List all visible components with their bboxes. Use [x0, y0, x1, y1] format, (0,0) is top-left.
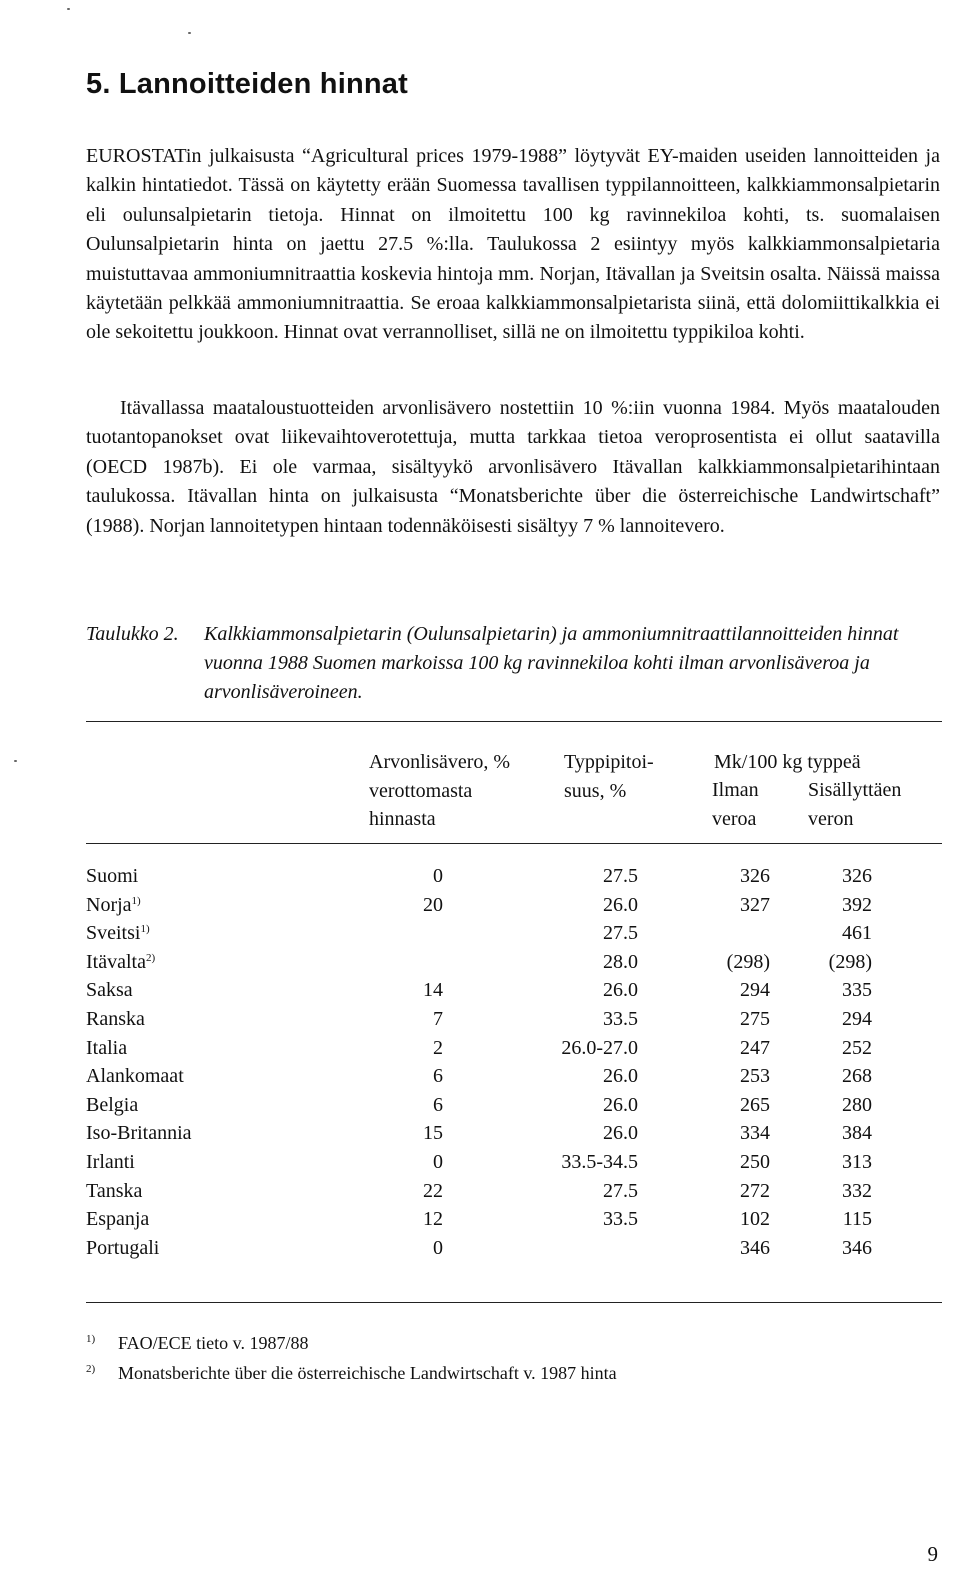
- country-name: Ranska: [86, 1008, 145, 1030]
- table-caption-text: Kalkkiammonsalpietarin (Oulunsalpietarin) ja ammoniumnitraattilannoitteiden hinnat vuonna 1988 Suomen markoissa 100 kg ravinnekiloa kohti ilman arvonlisäveroa ja arvonlisäveroineen.: [204, 623, 899, 703]
- cell-without-vat: (298): [726, 951, 770, 973]
- country-name: Espanja: [86, 1208, 150, 1230]
- cell-without-vat: 102: [740, 1208, 770, 1230]
- cell-without-vat: 294: [740, 979, 770, 1001]
- cell-nitrogen: 27.5: [603, 1180, 638, 1202]
- cell-country: [86, 1151, 135, 1174]
- country-name: Portugali: [86, 1237, 160, 1259]
- cell-with-vat: 384: [842, 1122, 872, 1144]
- cell-with-vat: 335: [842, 979, 872, 1001]
- vat-paragraph: Itävallassa maataloustuotteiden arvonlisävero nostettiin 10 %:iin vuonna 1984. Myös maatalouden tuotantopanokset ovat liikevaihtoverotettuja, mutta tarkkaa tietoa veroprosentista ei ollut saatavilla (OECD 1987b). Ei ole varmaa, sisältyykö arvonlisävero Itävallan kalkkiammonsalpietarihintaan taulukossa. Itävallan hinta on julkaisusta “Monatsberichte über die österreichische Landwirtschaft” (1988). Norjan lannoitetypen hintaan todennäköisesti sisältyy 7 % lannoitevero.: [86, 397, 940, 537]
- cell-without-vat: 253: [740, 1065, 770, 1087]
- cell-vat: 6: [433, 1065, 443, 1087]
- cell-vat: 14: [423, 979, 443, 1001]
- cell-with-vat: 294: [842, 1008, 872, 1030]
- footnote-2-text: Monatsberichte über die österreichische Landwirtschaft v. 1987 hinta: [118, 1363, 617, 1383]
- cell-country: [86, 1208, 149, 1231]
- cell-without-vat: 346: [740, 1237, 770, 1259]
- cell-with-vat: 346: [842, 1237, 872, 1259]
- table-bottom-rule: [86, 1302, 942, 1303]
- table-header-rule: [86, 843, 942, 844]
- country-name: Norja: [86, 894, 132, 916]
- cell-vat: 6: [433, 1094, 443, 1116]
- cell-vat: 20: [423, 894, 443, 916]
- cell-nitrogen: 26.0: [603, 979, 638, 1001]
- cell-vat: 15: [423, 1122, 443, 1144]
- cell-without-vat: 326: [740, 865, 770, 887]
- cell-vat: 0: [433, 1237, 443, 1259]
- cell-country: [86, 1094, 138, 1117]
- footnote-1-mark: 1): [86, 1333, 96, 1345]
- cell-nitrogen: 27.5: [603, 865, 638, 887]
- footnote-2-mark: 2): [86, 1363, 96, 1375]
- header-nitrogen-content: Typpipitoi- suus, %: [564, 751, 654, 802]
- cell-with-vat: (298): [828, 951, 872, 973]
- cell-nitrogen: 27.5: [603, 922, 638, 944]
- cell-vat: 12: [423, 1208, 443, 1230]
- country-name: Irlanti: [86, 1151, 135, 1173]
- country-name: Saksa: [86, 979, 133, 1001]
- footnote-reference: 1): [131, 895, 141, 907]
- intro-paragraph: EUROSTATin julkaisusta “Agricultural prices 1979-1988” löytyvät EY-maiden useiden lannoitteiden ja kalkin hintatiedot. Tässä on käytetty erään Suomessa tavallisen typpilannoitteen, kalkkiammonsalpietarin eli oulunsalpietarin tietoja. Hinnat on ilmoitettu 100 kg ravinnekiloa kohti, ts. suomalaisen Oulunsalpietarin hinta on jaettu 27.5 %:lla. Taulukossa 2 esiintyy myös kalkkiammonsalpietaria muistuttavaa ammoniumnitraattia koskevia hintoja mm. Norjan, Itävallan ja Sveitsin osalta. Näissä maissa käytetään pelkkää ammoniumnitraattia. Se eroaa kalkkiammonsalpietarista siinä, että dolomiittikalkkia ei ole sekoitettu joukkoon. Hinnat ovat verrannolliset, sillä ne on ilmoitettu typpikiloa kohti.: [86, 145, 940, 344]
- cell-nitrogen: 33.5-34.5: [561, 1151, 638, 1173]
- cell-nitrogen: 28.0: [603, 951, 638, 973]
- cell-country: [86, 1065, 184, 1088]
- cell-vat: 0: [433, 1151, 443, 1173]
- footnote-reference: 1): [140, 923, 150, 935]
- cell-country: [86, 1037, 127, 1060]
- country-name: Belgia: [86, 1094, 139, 1116]
- page-number: 9: [927, 1542, 938, 1566]
- country-name: Suomi: [86, 865, 139, 887]
- scan-speck: [188, 32, 191, 34]
- footnote-reference: 2): [145, 952, 156, 964]
- scan-speck: [67, 8, 70, 10]
- cell-without-vat: 275: [740, 1008, 770, 1030]
- scan-speck: [14, 760, 17, 762]
- cell-without-vat: 334: [740, 1122, 770, 1144]
- country-name: Itävalta: [86, 951, 146, 973]
- header-with-vat: Sisällyttäen veron: [808, 779, 902, 830]
- footnote-2: [86, 1363, 617, 1384]
- cell-without-vat: 272: [740, 1180, 770, 1202]
- cell-with-vat: 280: [842, 1094, 872, 1116]
- country-name: Iso-Britannia: [86, 1122, 192, 1144]
- cell-with-vat: 115: [842, 1208, 872, 1230]
- cell-without-vat: 247: [740, 1037, 770, 1059]
- table-top-rule: [86, 721, 942, 722]
- country-name: Italia: [86, 1037, 128, 1059]
- cell-country: [86, 865, 138, 888]
- cell-country: [86, 951, 155, 974]
- country-name: Sveitsi: [86, 922, 141, 944]
- cell-without-vat: 265: [740, 1094, 770, 1116]
- cell-country: [86, 1122, 192, 1145]
- cell-country: [86, 1008, 145, 1031]
- cell-vat: 0: [433, 865, 443, 887]
- cell-with-vat: 313: [842, 1151, 872, 1173]
- cell-country: [86, 922, 150, 945]
- cell-nitrogen: 26.0-27.0: [561, 1037, 638, 1059]
- cell-with-vat: 461: [842, 922, 872, 944]
- cell-nitrogen: 33.5: [603, 1208, 638, 1230]
- cell-with-vat: 392: [842, 894, 872, 916]
- cell-with-vat: 252: [842, 1037, 872, 1059]
- cell-nitrogen: 26.0: [603, 1122, 638, 1144]
- cell-country: [86, 1237, 159, 1260]
- cell-nitrogen: 26.0: [603, 1065, 638, 1087]
- cell-without-vat: 327: [740, 894, 770, 916]
- section-heading: 5. Lannoitteiden hinnat: [86, 68, 408, 100]
- footnote-1: [86, 1333, 309, 1354]
- cell-vat: 7: [433, 1008, 443, 1030]
- cell-nitrogen: 26.0: [603, 1094, 638, 1116]
- footnote-1-text: FAO/ECE tieto v. 1987/88: [118, 1333, 309, 1353]
- cell-with-vat: 332: [842, 1180, 872, 1202]
- cell-nitrogen: 33.5: [603, 1008, 638, 1030]
- country-name: Alankomaat: [86, 1065, 184, 1087]
- cell-country: [86, 979, 133, 1002]
- cell-vat: 2: [433, 1037, 443, 1059]
- cell-country: [86, 1180, 142, 1203]
- cell-with-vat: 326: [842, 865, 872, 887]
- header-vat: Arvonlisävero, % verottomasta hinnasta: [369, 751, 511, 830]
- country-name: Tanska: [86, 1180, 143, 1202]
- table-caption-label: Taulukko 2.: [86, 623, 179, 645]
- cell-with-vat: 268: [842, 1065, 872, 1087]
- cell-without-vat: 250: [740, 1151, 770, 1173]
- cell-vat: 22: [423, 1180, 443, 1202]
- header-without-vat: Ilman veroa: [712, 779, 759, 830]
- cell-nitrogen: 26.0: [603, 894, 638, 916]
- header-price-group: Mk/100 kg typpeä: [714, 751, 861, 773]
- cell-country: [86, 894, 141, 917]
